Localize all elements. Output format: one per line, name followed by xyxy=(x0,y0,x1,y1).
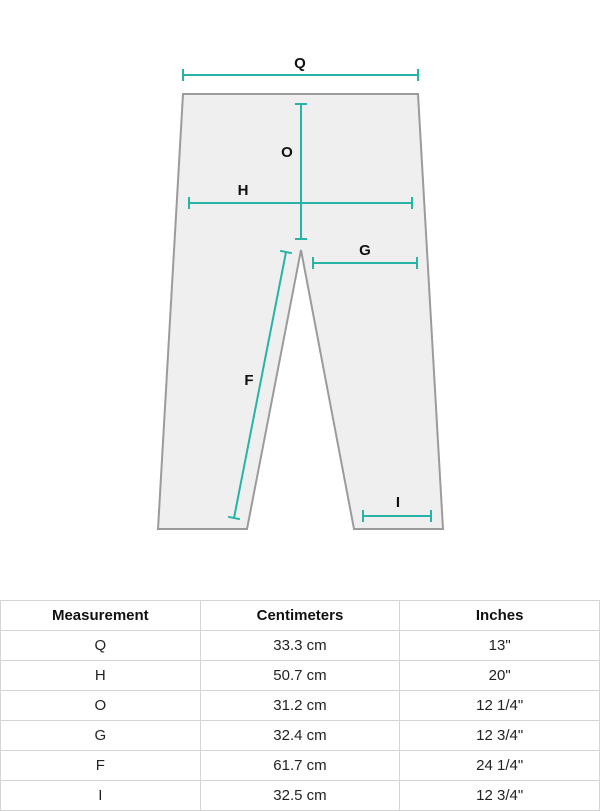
cell-inches: 24 1/4" xyxy=(400,751,600,781)
cell-measurement: G xyxy=(1,721,201,751)
label-o: O xyxy=(281,144,293,161)
header-inches: Inches xyxy=(400,601,600,631)
cell-centimeters: 32.4 cm xyxy=(200,721,400,751)
table-row xyxy=(1,781,600,811)
cell-inches: 12 1/4" xyxy=(400,691,600,721)
cell-centimeters: 32.5 cm xyxy=(200,781,400,811)
cell-inches: 13" xyxy=(400,631,600,661)
table-row xyxy=(1,661,600,691)
header-measurement: Measurement xyxy=(1,601,201,631)
cell-measurement: H xyxy=(1,661,201,691)
label-h: H xyxy=(237,182,249,199)
cell-measurement: Q xyxy=(1,631,201,661)
cell-measurement: O xyxy=(1,691,201,721)
label-f: F xyxy=(244,372,254,389)
cell-inches: 12 3/4" xyxy=(400,721,600,751)
cell-inches: 12 3/4" xyxy=(400,781,600,811)
cell-measurement: I xyxy=(1,781,201,811)
cell-measurement: F xyxy=(1,751,201,781)
table-row xyxy=(1,751,600,781)
header-centimeters: Centimeters xyxy=(200,601,400,631)
table-row xyxy=(1,721,600,751)
table-row xyxy=(1,691,600,721)
cell-centimeters: 33.3 cm xyxy=(200,631,400,661)
table-row xyxy=(1,631,600,661)
label-i: I xyxy=(395,494,401,511)
size-chart-table xyxy=(0,600,600,811)
cell-centimeters: 50.7 cm xyxy=(200,661,400,691)
label-g: G xyxy=(359,242,371,259)
cell-inches: 20" xyxy=(400,661,600,691)
cell-centimeters: 61.7 cm xyxy=(200,751,400,781)
table-header-row xyxy=(1,601,600,631)
label-q: Q xyxy=(294,55,306,72)
cell-centimeters: 31.2 cm xyxy=(200,691,400,721)
